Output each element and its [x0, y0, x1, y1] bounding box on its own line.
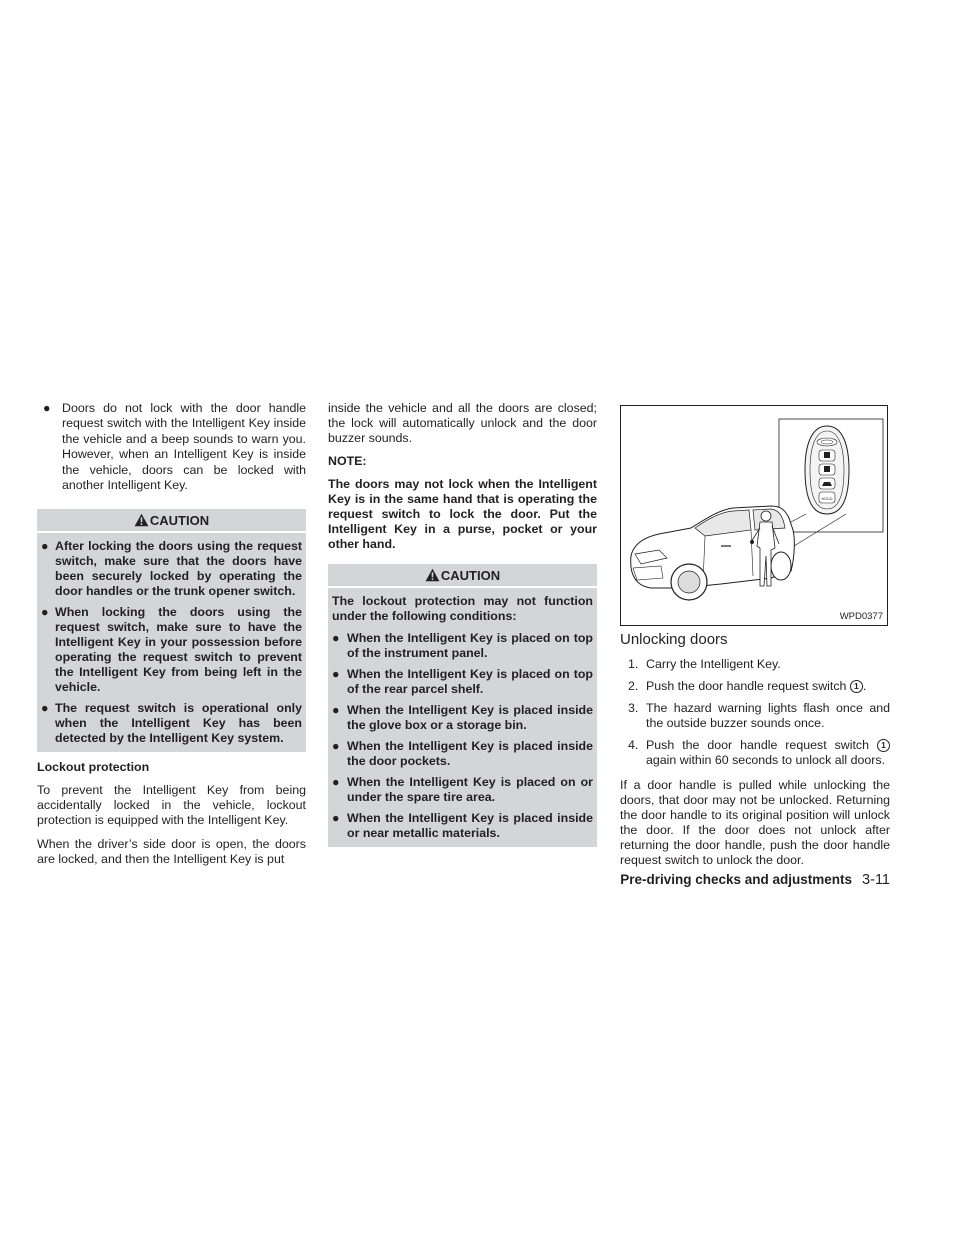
warning-triangle-icon [425, 568, 440, 582]
circled-number: 1 [877, 739, 890, 752]
caution-item [41, 539, 302, 599]
page-footer [560, 872, 890, 888]
step-number: 4. [628, 738, 639, 752]
paragraph: inside the vehicle and all the doors are closed; the lock will automatically unlock and the door buzzer sounds. [328, 401, 597, 445]
step-item [620, 679, 890, 694]
bullet-icon: ● [41, 539, 49, 554]
caution-item-text: When the Intelligent Key is placed inside the glove box or a storage bin. [347, 703, 593, 732]
step-text: The hazard warning lights flash once and the outside buzzer sounds once. [646, 701, 890, 730]
caution-item-text: After locking the doors using the request switch, make sure that the doors have been securely locked by operating the door handles or the trunk opener switch. [55, 539, 302, 599]
car-and-key-illustration [621, 406, 887, 625]
key-hold-label: HOLD [821, 496, 833, 501]
caution-item-text: When the Intelligent Key is placed on top of the instrument panel. [347, 631, 593, 660]
circled-number: 1 [850, 680, 863, 693]
caution-item-text: When locking the doors using the request switch, make sure to have the Intelligent Key in your possession before operating the request switch to prevent the Intelligent Key from being left in the vehicle. [55, 605, 302, 695]
caution-item-text: When the Intelligent Key is placed inside or near metallic materials. [347, 811, 593, 840]
paragraph: When the driver’s side door is open, the doors are locked, and then the Intelligent Key is put [37, 837, 306, 867]
list-item [37, 401, 306, 493]
page-number: 3-11 [862, 872, 890, 888]
column-middle [328, 401, 597, 847]
steps-list [620, 657, 890, 775]
bullet-icon: ● [332, 739, 340, 753]
bullet-icon: ● [41, 605, 49, 620]
bullet-text: Doors do not lock with the door handle request switch with the Intelligent Key inside the vehicle and a beep sounds to warn you. However, when an Intelligent Key is inside the vehicle, doors can be locked with another Intelligent Key. [62, 401, 306, 493]
caution-item [332, 667, 593, 697]
step-text: Carry the Intelligent Key. [646, 657, 781, 671]
step-text-after: again within 60 seconds to unlock all doors. [646, 753, 886, 767]
paragraph: If a door handle is pulled while unlocking the doors, that door may not be unlocked. Returning the door handle to its original position will unlock the door. If the door does not unlock after returning the door handle, push the door handle request switch to unlock the door. [620, 778, 890, 867]
caution-item [41, 701, 302, 746]
step-number: 1. [628, 657, 639, 671]
caution-item [332, 703, 593, 733]
step-item [620, 657, 890, 672]
caution-heading [37, 509, 306, 533]
caution-item-text: The request switch is operational only when the Intelligent Key has been detected by the Intelligent Key system. [55, 701, 302, 746]
note-heading: NOTE: [328, 454, 367, 468]
bullet-icon: ● [332, 775, 340, 789]
step-text: Push the door handle request switch [646, 679, 847, 693]
bullet-icon: ● [332, 631, 340, 645]
figure-illustration [620, 405, 888, 626]
bullet-icon: ● [41, 701, 49, 716]
step-text: Push the door handle request switch [646, 738, 870, 752]
paragraph: To prevent the Intelligent Key from being accidentally locked in the vehicle, lockout protection is equipped with the Intelligent Key. [37, 783, 306, 828]
section-title: Unlocking doors [620, 631, 728, 648]
bullet-icon: ● [332, 667, 340, 681]
caution-item [332, 775, 593, 805]
caution-item [332, 811, 593, 841]
note-body: The doors may not lock when the Intelligent Key is in the same hand that is operating the request switch to lock the door. Put the Intelligent Key in a purse, pocket or your other hand. [328, 477, 597, 551]
figure-code: WPD0377 [839, 611, 883, 622]
caution-title: CAUTION [149, 513, 210, 529]
step-number: 2. [628, 679, 639, 693]
step-number: 3. [628, 701, 639, 715]
caution-box [37, 509, 306, 752]
caution-intro: The lockout protection may not function under the following conditions: [332, 594, 593, 623]
caution-box [328, 564, 597, 847]
footer-section-title: Pre-driving checks and adjustments [620, 872, 853, 887]
caution-item-text: When the Intelligent Key is placed on or under the spare tire area. [347, 775, 593, 804]
caution-title: CAUTION [440, 568, 501, 583]
bullet-icon: ● [43, 401, 51, 415]
caution-item [41, 605, 302, 695]
step-item [620, 701, 890, 731]
caution-heading [328, 564, 597, 588]
caution-item [332, 739, 593, 769]
column-left [37, 401, 306, 876]
section-subheading: Lockout protection [37, 760, 150, 775]
bullet-icon: ● [332, 703, 340, 717]
caution-item-text: When the Intelligent Key is placed on top of the rear parcel shelf. [347, 667, 593, 696]
caution-item [332, 631, 593, 661]
step-text-after: . [862, 679, 867, 693]
warning-triangle-icon [134, 513, 149, 527]
bullet-icon: ● [332, 811, 340, 825]
caution-item-text: When the Intelligent Key is placed inside the door pockets. [347, 739, 593, 768]
step-item [620, 738, 890, 768]
